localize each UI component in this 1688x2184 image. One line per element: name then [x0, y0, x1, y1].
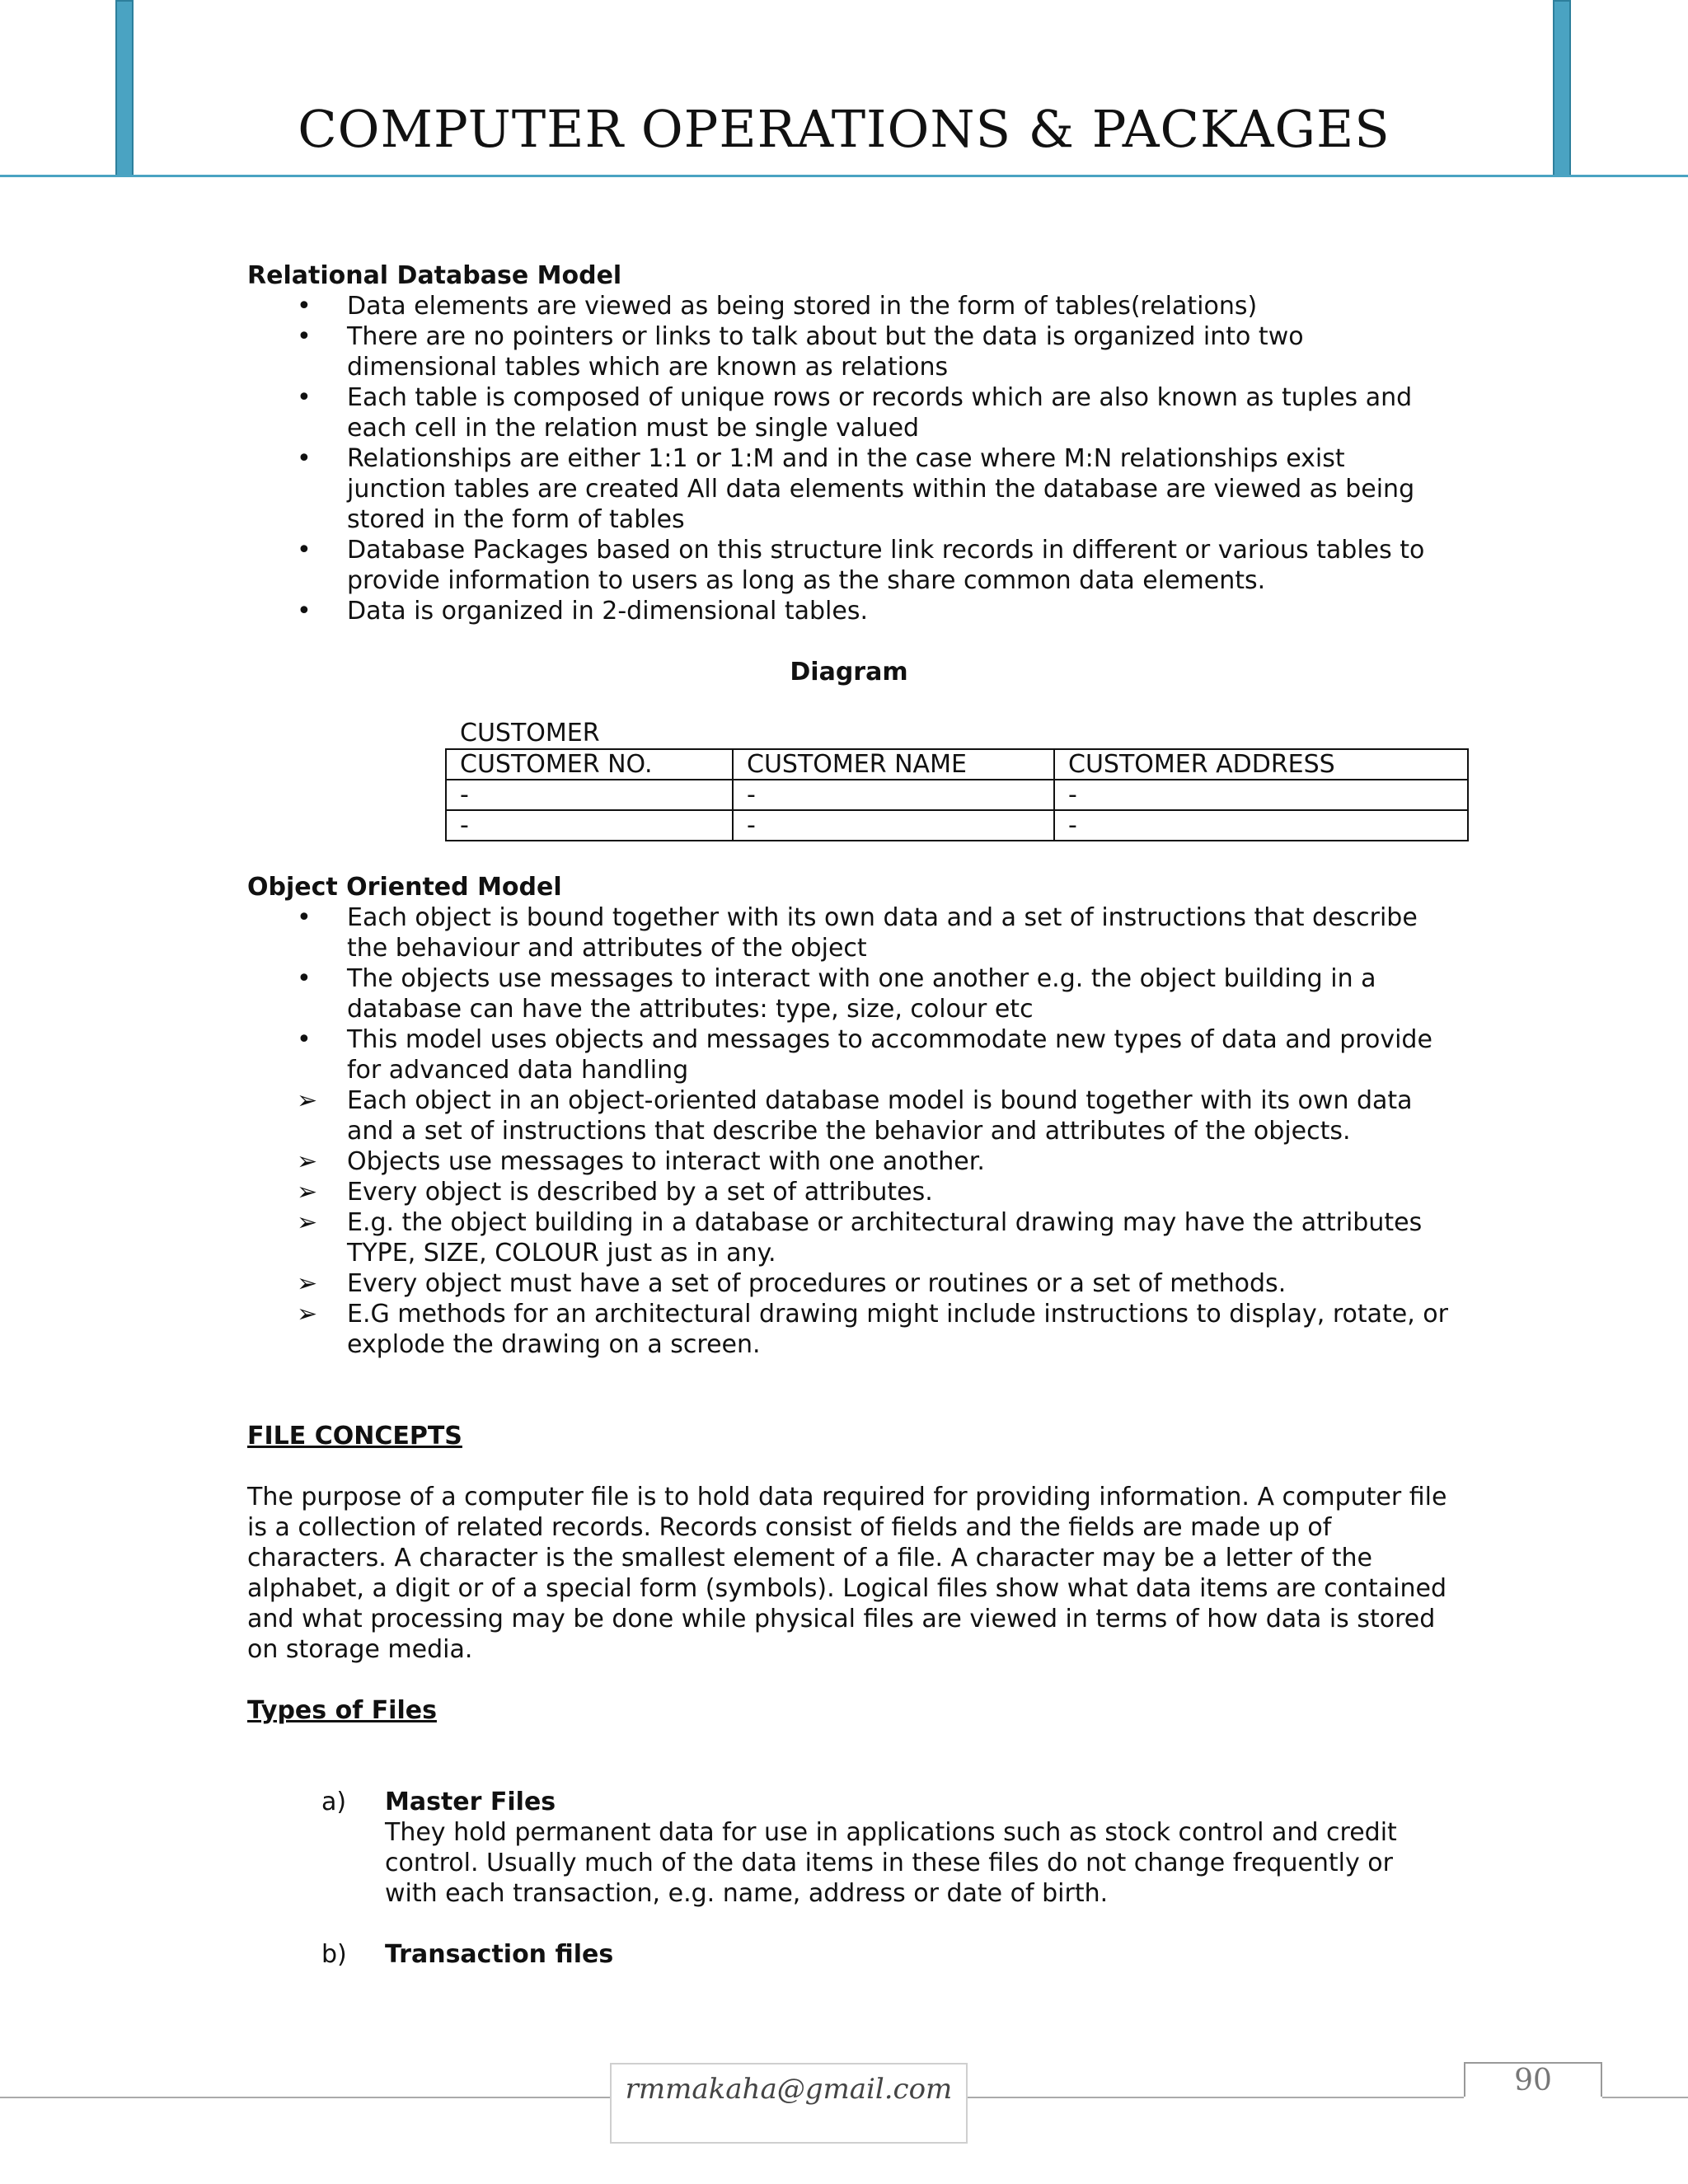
header-rule — [0, 175, 1688, 177]
list-marker: b) — [321, 1940, 347, 1969]
table-cell: - — [1054, 780, 1468, 810]
page-title: COMPUTER OPERATIONS & PACKAGES — [298, 99, 1390, 159]
bullet-icon: • — [297, 903, 312, 932]
table-header-cell: CUSTOMER ADDRESS — [1054, 749, 1468, 780]
arrow-bullet-icon: ➢ — [297, 1269, 318, 1298]
list-item: ➢ E.g. the object building in a database or architectural drawing may have the attributes TYPE, SIZE, COLOUR just as in any. — [297, 1208, 1423, 1268]
list-item — [247, 1939, 1451, 1970]
table-cell: - — [1054, 810, 1468, 841]
list-item: • Database Packages based on this structure link records in different or various tables to provide information to users as long as the share common data elements. — [297, 536, 1425, 595]
master-files-text: They hold permanent data for use in applications such as stock control and credit control. Usually much of the data items in these files do not change frequently or with each transaction, e.g. name, address or date of birth. — [385, 1818, 1397, 1908]
page-content — [247, 260, 1451, 1970]
list-item — [247, 1787, 1451, 1909]
list-item: ➢ E.G methods for an architectural drawing might include instructions to display, rotate, or explode the drawing on a screen. — [297, 1300, 1448, 1359]
table-row — [446, 810, 1468, 841]
footer-email: rmmakaha@gmail.com — [610, 2063, 968, 2144]
types-of-files-heading: Types of Files — [247, 1696, 437, 1725]
diagram-label: Diagram — [790, 658, 908, 687]
object-oriented-heading: Object Oriented Model — [247, 873, 562, 902]
list-item: ➢ Every object must have a set of procedures or routines or a set of methods. — [297, 1269, 1287, 1298]
list-item: • Data elements are viewed as being stored in the form of tables(relations) — [297, 292, 1258, 321]
bullet-icon: • — [297, 383, 312, 412]
list-item: ➢ Every object is described by a set of attributes. — [297, 1178, 933, 1207]
bullet-icon: • — [297, 964, 312, 993]
file-concepts-paragraph: The purpose of a computer file is to hold data required for providing information. A computer file is a collection of related records. Records consist of fields and the fields are made up of characters. A character is the smallest element of a file. A character may be a letter of the alphabet, a digit or of a special form (symbols). Logical files show what data items are contained and what processing may be done while physical files are viewed in terms of how data is stored on storage media. — [247, 1483, 1447, 1664]
table-cell: - — [733, 780, 1054, 810]
footer-rule-middle — [968, 2097, 1464, 2098]
list-item: ➢ Each object in an object-oriented database model is bound together with its own data and a set of instructions that describe the behavior and attributes of the objects. — [297, 1086, 1413, 1146]
table-header-row — [446, 749, 1468, 780]
bullet-icon: • — [297, 1025, 312, 1054]
customer-table — [445, 748, 1469, 841]
bullet-icon: • — [297, 536, 312, 565]
relational-bullet-list — [247, 291, 1451, 626]
list-item: • Each table is composed of unique rows or records which are also known as tuples and each cell in the relation must be single valued — [297, 383, 1413, 443]
arrow-bullet-icon: ➢ — [297, 1300, 318, 1329]
list-item: • This model uses objects and messages to accommodate new types of data and provide for advanced data handling — [297, 1025, 1432, 1085]
table-header-cell: CUSTOMER NO. — [446, 749, 733, 780]
footer-rule-right — [1602, 2097, 1688, 2098]
table-header-cell: CUSTOMER NAME — [733, 749, 1054, 780]
bullet-icon: • — [297, 322, 312, 351]
list-item: • Data is organized in 2-dimensional tables. — [297, 597, 868, 626]
table-cell: - — [446, 810, 733, 841]
list-marker: a) — [321, 1788, 347, 1816]
footer-rule-left — [0, 2097, 610, 2098]
list-item: ➢ Objects use messages to interact with one another. — [297, 1147, 985, 1176]
list-item: • Each object is bound together with its own data and a set of instructions that describe the behaviour and attributes of the object — [297, 903, 1418, 963]
table-caption: CUSTOMER — [460, 719, 600, 748]
page-number: 90 — [1464, 2062, 1602, 2097]
table-cell: - — [446, 780, 733, 810]
file-concepts-heading: FILE CONCEPTS — [247, 1422, 462, 1451]
bullet-icon: • — [297, 292, 312, 321]
master-files-title: Master Files — [385, 1788, 556, 1816]
bullet-icon: • — [297, 597, 312, 626]
relational-heading: Relational Database Model — [247, 261, 622, 290]
transaction-files-title: Transaction files — [385, 1940, 614, 1969]
arrow-bullet-icon: ➢ — [297, 1178, 318, 1207]
arrow-bullet-icon: ➢ — [297, 1208, 318, 1237]
list-item: • There are no pointers or links to talk about but the data is organized into two dimensional tables which are known as relations — [297, 322, 1304, 382]
table-cell: - — [733, 810, 1054, 841]
object-oriented-list — [247, 902, 1451, 1360]
list-item: • The objects use messages to interact with one another e.g. the object building in a database can have the attributes: type, size, colour etc — [297, 964, 1376, 1024]
list-item: • Relationships are either 1:1 or 1:M and in the case where M:N relationships exist junction tables are created All data elements within the database are viewed as being stored in the form of tables — [297, 444, 1415, 534]
arrow-bullet-icon: ➢ — [297, 1147, 318, 1176]
customer-diagram — [445, 718, 1469, 841]
bullet-icon: • — [297, 444, 312, 473]
arrow-bullet-icon: ➢ — [297, 1086, 318, 1115]
table-row — [446, 780, 1468, 810]
